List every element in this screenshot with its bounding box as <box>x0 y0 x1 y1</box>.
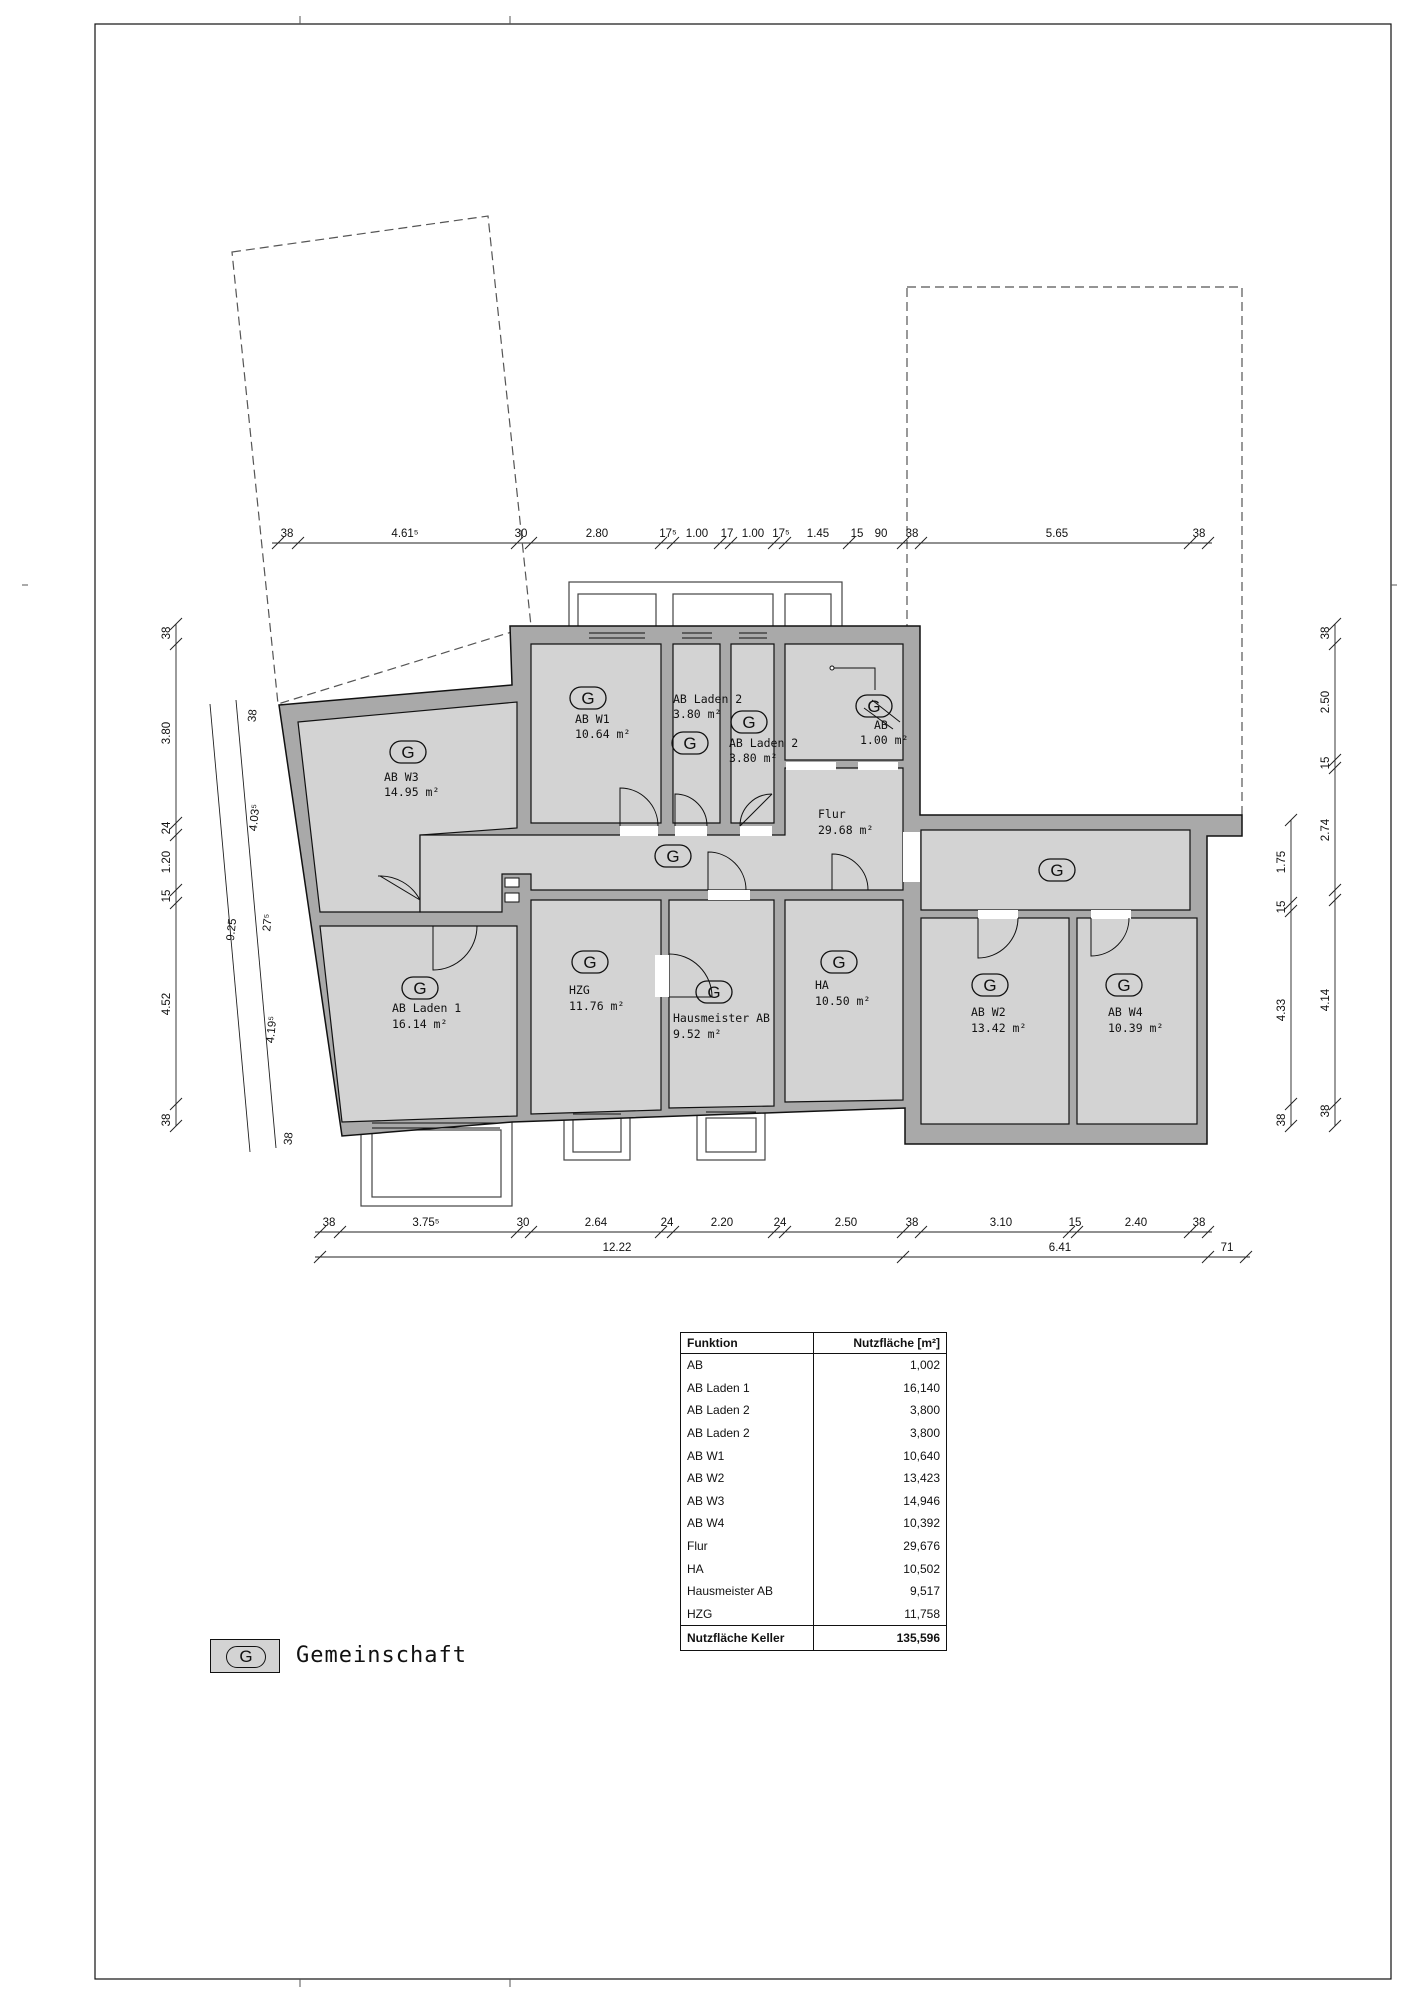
table-cell-nutzflaeche: 13,423 <box>903 1471 940 1486</box>
table-cell-nutzflaeche: 3,800 <box>909 1403 940 1418</box>
dimension-label: 38 <box>161 1113 173 1127</box>
area-table <box>680 1332 947 1651</box>
dimension-label: 71 <box>1220 1242 1234 1254</box>
table-cell-funktion: AB <box>681 1354 814 1377</box>
room-hausmeister-ab-name: Hausmeister AB <box>673 1011 770 1025</box>
table-cell-nutzflaeche: 11,758 <box>904 1606 940 1621</box>
dimension-label: 3.80 <box>161 721 173 745</box>
room-hausmeister-ab <box>669 900 774 1108</box>
g-symbol-label: G <box>832 953 846 972</box>
table-cell-funktion: AB W3 <box>681 1490 814 1513</box>
dimension-label: 15 <box>161 889 173 903</box>
dimension-label: 38 <box>905 1217 919 1229</box>
dimension-label: 15 <box>1068 1217 1082 1229</box>
room-ab-area: 1.00 m² <box>860 733 909 747</box>
dimension-label: 12.22 <box>602 1242 632 1254</box>
dimension-label: 4.14 <box>1320 988 1332 1012</box>
g-symbol-label: G <box>742 713 756 732</box>
dimension-label: 1.20 <box>161 850 173 874</box>
table-header-funktion: Funktion <box>681 1333 814 1354</box>
dimension-label: 38 <box>322 1217 336 1229</box>
dashed-outline-right <box>907 287 1242 818</box>
room-ab-name: AB <box>874 718 888 732</box>
table-total-row <box>681 1626 947 1651</box>
room-ab-laden2-a-name: AB Laden 2 <box>673 692 743 706</box>
table-cell-funktion: AB Laden 1 <box>681 1377 814 1400</box>
g-symbol-label: G <box>683 734 697 753</box>
g-symbol-label: G <box>707 983 721 1002</box>
table-row <box>681 1490 947 1513</box>
dimension-label: 38 <box>1192 1217 1206 1229</box>
dimension-label: 38 <box>1320 1104 1332 1118</box>
legend-g-icon: G <box>226 1646 266 1668</box>
table-cell-funktion: HZG <box>681 1603 814 1626</box>
table-row <box>681 1377 947 1400</box>
table-row <box>681 1512 947 1535</box>
room-ha-area: 10.50 m² <box>815 994 871 1008</box>
room-flur-area: 29.68 m² <box>818 823 874 837</box>
g-symbol-label: G <box>1117 976 1131 995</box>
table-cell-nutzflaeche: 14,946 <box>903 1493 940 1508</box>
table-row <box>681 1422 947 1445</box>
dimension-label: 38 <box>1276 1113 1288 1127</box>
dimension-label: 38 <box>280 528 294 540</box>
table-body <box>681 1354 947 1626</box>
table-cell-nutzflaeche: 10,502 <box>903 1561 940 1576</box>
dimension-label: 30 <box>516 1217 530 1229</box>
table-row <box>681 1535 947 1558</box>
room-ab-laden2-b-area: 3.80 m² <box>729 751 778 765</box>
room-ab-laden2-b-name: AB Laden 2 <box>729 736 799 750</box>
dimension-label: 17⁵ <box>772 528 790 540</box>
table-row <box>681 1580 947 1603</box>
room-ab-w2-name: AB W2 <box>971 1005 1006 1019</box>
g-symbol-label: G <box>413 979 427 998</box>
dimension-label: 4.19⁵ <box>264 1015 280 1044</box>
table-cell-funktion: AB W2 <box>681 1467 814 1490</box>
dimension-label: 2.80 <box>585 528 609 540</box>
dimension-label: 38 <box>905 528 919 540</box>
table-cell-nutzflaeche: 1,002 <box>909 1358 940 1373</box>
table-row <box>681 1354 947 1377</box>
room-ab-laden2-a-area: 3.80 m² <box>673 707 722 721</box>
table-cell-funktion: Flur <box>681 1535 814 1558</box>
dimension-label: 30 <box>514 528 528 540</box>
dimension-label: 38 <box>282 1131 296 1146</box>
room-ha-name: HA <box>815 978 829 992</box>
table-cell-funktion: AB Laden 2 <box>681 1422 814 1445</box>
dimension-label: 1.45 <box>806 528 830 540</box>
dimension-label: 24 <box>660 1217 674 1229</box>
g-symbol-label: G <box>666 847 680 866</box>
table-cell-funktion: HA <box>681 1557 814 1580</box>
dimension-label: 15 <box>1320 756 1332 770</box>
dimension-label: 1.75 <box>1276 850 1288 874</box>
room-flur-name: Flur <box>818 807 846 821</box>
room-hausmeister-ab-area: 9.52 m² <box>673 1027 722 1041</box>
dimension-label: 15 <box>850 528 864 540</box>
room-ab-laden1-area: 16.14 m² <box>392 1017 448 1031</box>
dimension-label: 24 <box>773 1217 787 1229</box>
dimension-label: 2.64 <box>584 1217 608 1229</box>
room-ab-w2-area: 13.42 m² <box>971 1021 1027 1035</box>
room-ab-w1-area: 10.64 m² <box>575 727 631 741</box>
room-ab-w1-name: AB W1 <box>575 712 610 726</box>
room-hzg-name: HZG <box>569 983 590 997</box>
dimension-label: 2.74 <box>1320 818 1332 842</box>
dimension-label: 2.50 <box>834 1217 858 1229</box>
legend-swatch <box>210 1639 280 1673</box>
dimension-label: 38 <box>1320 626 1332 640</box>
room-ab-w4-name: AB W4 <box>1108 1005 1143 1019</box>
table-total-label: Nutzfläche Keller <box>681 1626 814 1651</box>
g-symbol-label: G <box>583 953 597 972</box>
table-row <box>681 1399 947 1422</box>
legend <box>210 1639 470 1675</box>
room-ab-w3-name: AB W3 <box>384 770 419 784</box>
dimension-label: 4.33 <box>1276 998 1288 1022</box>
table-cell-funktion: AB W4 <box>681 1512 814 1535</box>
room-ab-laden1-name: AB Laden 1 <box>392 1001 462 1015</box>
dimension-label: 90 <box>874 528 888 540</box>
dimension-label: 1.00 <box>685 528 709 540</box>
dimension-label: 15 <box>1276 900 1288 914</box>
dashed-outline-left <box>232 216 531 704</box>
table-row <box>681 1557 947 1580</box>
dimension-label: 9.25 <box>224 917 240 942</box>
dimension-label: 4.52 <box>161 992 173 1016</box>
room-hzg-area: 11.76 m² <box>569 999 625 1013</box>
dimension-label: 2.40 <box>1124 1217 1148 1229</box>
dimension-label: 1.00 <box>741 528 765 540</box>
table-row <box>681 1603 947 1626</box>
dimension-label: 6.41 <box>1048 1242 1072 1254</box>
g-symbol-label: G <box>867 697 881 716</box>
table-cell-nutzflaeche: 3,800 <box>909 1426 940 1441</box>
room-ab-w4-area: 10.39 m² <box>1108 1021 1164 1035</box>
room-ab-w3-area: 14.95 m² <box>384 785 440 799</box>
g-symbol-label: G <box>1050 861 1064 880</box>
table-header-row <box>681 1333 947 1354</box>
dimension-label: 4.61⁵ <box>391 528 419 540</box>
table-cell-funktion: AB Laden 2 <box>681 1399 814 1422</box>
dimension-label: 3.75⁵ <box>412 1217 440 1229</box>
g-symbol-label: G <box>401 743 415 762</box>
g-symbol-label: G <box>581 689 595 708</box>
legend-label: Gemeinschaft <box>296 1643 467 1668</box>
dimension-label: 38 <box>246 708 260 723</box>
table-cell-nutzflaeche: 16,140 <box>903 1380 940 1395</box>
dimension-label: 4.03⁵ <box>247 803 263 832</box>
dimension-label: 5.65 <box>1045 528 1069 540</box>
table-cell-nutzflaeche: 10,392 <box>903 1516 940 1531</box>
dimension-label: 2.50 <box>1320 690 1332 714</box>
g-symbol-label: G <box>983 976 997 995</box>
table-cell-funktion: AB W1 <box>681 1444 814 1467</box>
table-row <box>681 1467 947 1490</box>
table-cell-nutzflaeche: 29,676 <box>903 1539 940 1554</box>
dimension-label: 2.20 <box>710 1217 734 1229</box>
table-total-value: 135,596 <box>814 1626 947 1651</box>
table-cell-nutzflaeche: 10,640 <box>903 1448 940 1463</box>
dimension-label: 17⁵ <box>659 528 677 540</box>
dimension-label: 27⁵ <box>261 913 275 933</box>
dimension-label: 38 <box>1192 528 1206 540</box>
dimension-label: 3.10 <box>989 1217 1013 1229</box>
dimension-label: 17 <box>720 528 734 540</box>
table-cell-nutzflaeche: 9,517 <box>909 1584 940 1599</box>
table-cell-funktion: Hausmeister AB <box>681 1580 814 1603</box>
dimension-label: 24 <box>161 821 173 835</box>
table-row <box>681 1444 947 1467</box>
table-header-nutzflaeche: Nutzfläche [m²] <box>814 1333 947 1354</box>
dimension-label: 38 <box>161 626 173 640</box>
